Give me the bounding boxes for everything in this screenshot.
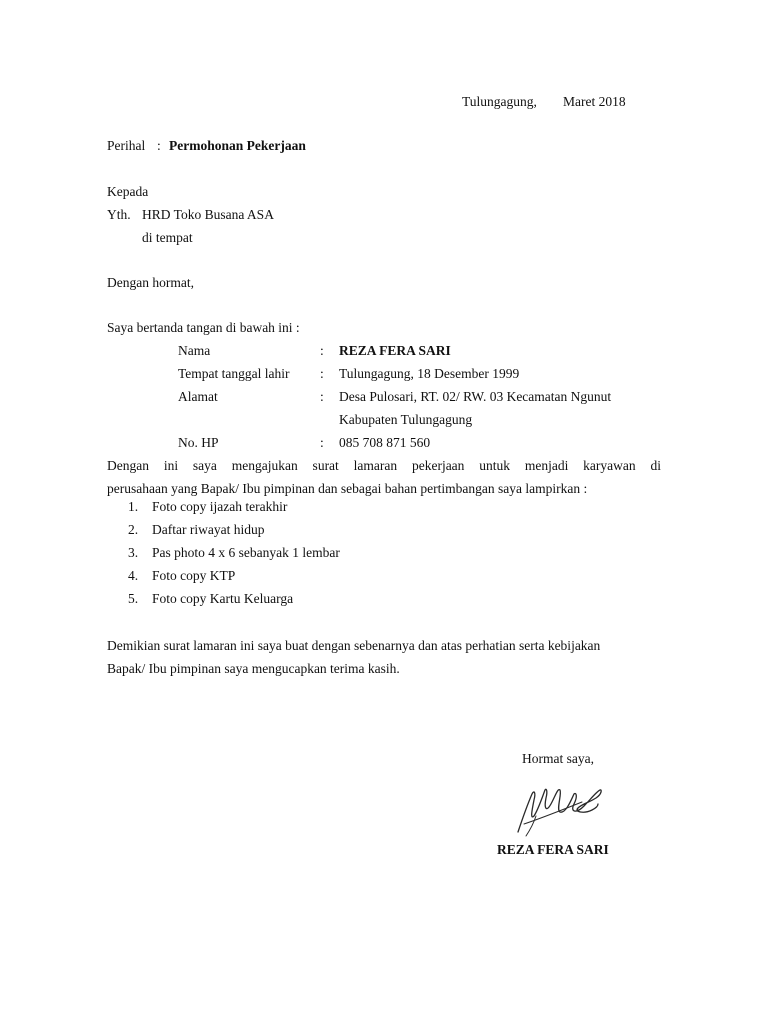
identity-value-address-line2: Kabupaten Tulungagung [339,412,473,427]
recipient-to: Kepada [107,184,149,199]
identity-value-phone: 085 708 871 560 [339,435,431,450]
intro-text: Saya bertanda tangan di bawah ini : [107,320,300,335]
identity-label-name: Nama [178,343,211,358]
identity-colon: : [320,389,324,404]
identity-label-birth: Tempat tanggal lahir [178,366,290,381]
list-item [128,567,340,590]
signature-image [512,780,612,840]
attachment-list [128,498,340,613]
subject-colon: : [157,138,161,153]
identity-colon: : [320,343,324,358]
closing-line-1: Demikian surat lamaran ini saya buat dengan sebenarnya dan atas perhatian serta kebijakan [107,638,601,653]
date-month-year: Maret 2018 [563,94,626,109]
list-text: Foto copy ijazah terakhir [152,499,288,514]
list-text: Daftar riwayat hidup [152,522,265,537]
body-line-1: Dengan ini saya mengajukan surat lamaran pekerjaan untuk menjadi karyawan di [107,458,661,473]
body-line-2: perusahaan yang Bapak/ Ibu pimpinan dan sebagai bahan pertimbangan saya lampirkan : [107,481,588,496]
identity-label-phone: No. HP [178,435,219,450]
list-text: Foto copy Kartu Keluarga [152,591,294,606]
list-number: 1. [128,499,139,514]
subject-label: Perihal [107,138,146,153]
list-text: Pas photo 4 x 6 sebanyak 1 lembar [152,545,340,560]
closing-line-2: Bapak/ Ibu pimpinan saya mengucapkan terima kasih. [107,661,400,676]
recipient-name: HRD Toko Busana ASA [142,207,274,222]
place-city: Tulungagung, [462,94,537,109]
identity-value-name: REZA FERA SARI [339,343,451,358]
identity-label-address: Alamat [178,389,218,404]
identity-value-birth: Tulungagung, 18 Desember 1999 [339,366,520,381]
identity-value-address: Desa Pulosari, RT. 02/ RW. 03 Kecamatan Ngunut [339,389,612,404]
list-item [128,498,340,521]
signoff-text: Hormat saya, [522,751,594,766]
identity-colon: : [320,366,324,381]
recipient-place: di tempat [142,230,193,245]
greeting: Dengan hormat, [107,275,194,290]
list-number: 3. [128,545,139,560]
list-number: 4. [128,568,139,583]
list-text: Foto copy KTP [152,568,236,583]
signer-name: REZA FERA SARI [497,842,609,857]
subject-value: Permohonan Pekerjaan [169,138,306,153]
list-item [128,521,340,544]
identity-colon: : [320,435,324,450]
list-number: 2. [128,522,139,537]
recipient-yth: Yth. [107,207,131,222]
list-item [128,590,340,613]
list-item [128,544,340,567]
list-number: 5. [128,591,139,606]
